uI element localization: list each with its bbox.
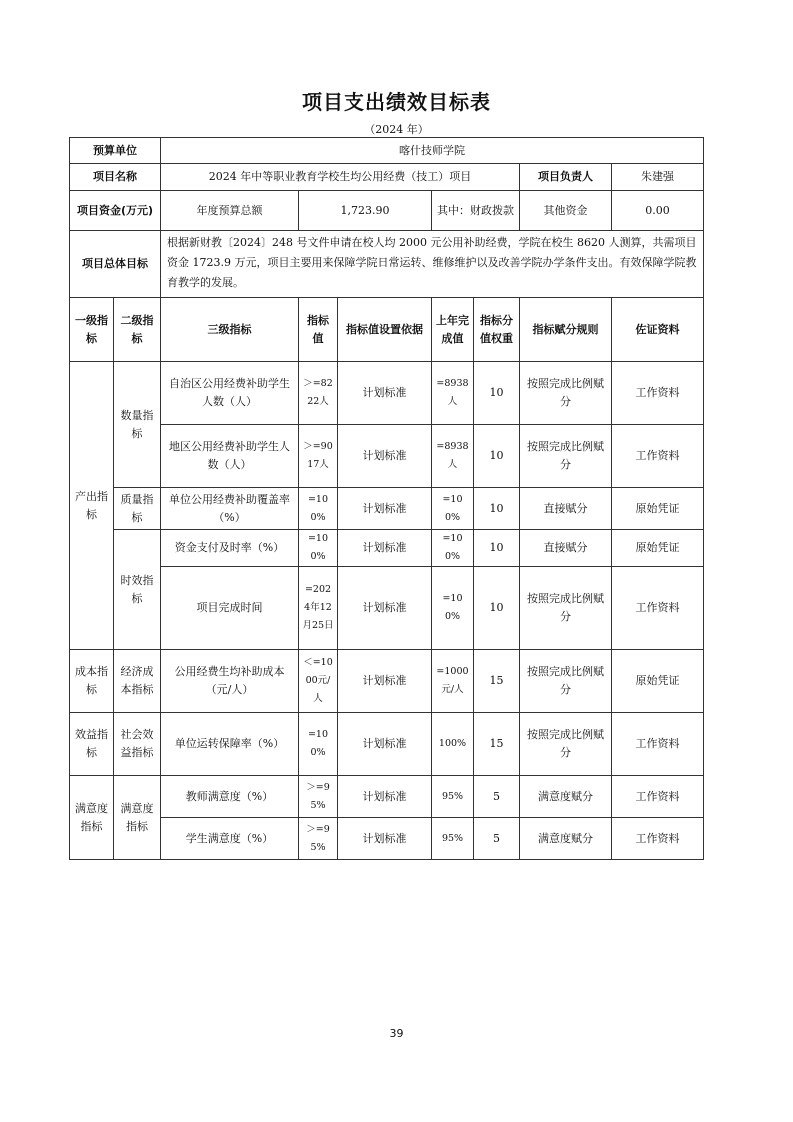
header-value: 指标值 [299,298,338,362]
subgroup-satisfaction: 满意度指标 [114,776,161,860]
indicator-name: 地区公用经费补助学生人数（人） [161,425,299,488]
indicator-weight: 10 [474,362,520,425]
project-name-row [70,164,704,191]
indicator-prev: 95% [432,818,474,860]
indicator-basis: 计划标准 [338,567,432,650]
indicator-weight: 15 [474,650,520,713]
indicator-prev: =8938人 [432,425,474,488]
subgroup-economic-cost: 经济成本指标 [114,650,161,713]
budget-unit-row [70,138,704,164]
table-row [70,488,704,530]
header-prev: 上年完成值 [432,298,474,362]
table-row [70,530,704,567]
budget-unit-value: 喀什技师学院 [161,138,704,164]
indicator-weight: 5 [474,776,520,818]
indicator-evidence: 原始凭证 [612,530,704,567]
indicator-value: ＜=1000元/人 [299,650,338,713]
indicator-basis: 计划标准 [338,818,432,860]
table-row [70,818,704,860]
header-basis: 指标值设置依据 [338,298,432,362]
indicator-prev: =100% [432,530,474,567]
project-name-value: 2024 年中等职业教育学校生均公用经费（技工）项目 [161,164,520,191]
indicator-rule: 直接赋分 [520,488,612,530]
indicator-prev: =1000元/人 [432,650,474,713]
annual-budget-value: 1,723.90 [299,191,432,231]
indicator-name: 自治区公用经费补助学生人数（人） [161,362,299,425]
goal-label: 项目总体目标 [70,231,161,298]
subgroup-social-benefit: 社会效益指标 [114,713,161,776]
table-row [70,362,704,425]
indicator-weight: 10 [474,425,520,488]
indicator-prev: =100% [432,488,474,530]
header-level1: 一级指标 [70,298,114,362]
indicator-name: 项目完成时间 [161,567,299,650]
leader-value: 朱建强 [612,164,704,191]
goal-text: 根据新财教〔2024〕248 号文件申请在校人均 2000 元公用补助经费，学院在校生 8620 人测算，共需项目资金 1723.9 万元，项目主要用来保障学院日常运转、维修维护以及改善学院办学条件支出。有效保障学院教育教学的发展。 [161,231,704,298]
indicator-evidence: 原始凭证 [612,488,704,530]
indicator-basis: 计划标准 [338,776,432,818]
other-funds-value: 0.00 [612,191,704,231]
subgroup-quality: 质量指标 [114,488,161,530]
indicator-evidence: 原始凭证 [612,650,704,713]
indicator-weight: 15 [474,713,520,776]
indicator-evidence: 工作资料 [612,567,704,650]
indicator-name: 单位运转保障率（%） [161,713,299,776]
indicator-rule: 按照完成比例赋分 [520,425,612,488]
indicator-value: ＞=95% [299,776,338,818]
budget-unit-label: 预算单位 [70,138,161,164]
indicator-evidence: 工作资料 [612,362,704,425]
table-row [70,425,704,488]
indicator-name: 公用经费生均补助成本（元/人） [161,650,299,713]
indicator-value: =100% [299,713,338,776]
header-level3: 三级指标 [161,298,299,362]
indicator-evidence: 工作资料 [612,713,704,776]
indicator-rule: 直接赋分 [520,530,612,567]
indicator-prev: 95% [432,776,474,818]
indicator-weight: 5 [474,818,520,860]
indicator-rule: 满意度赋分 [520,776,612,818]
table-row [70,713,704,776]
indicator-basis: 计划标准 [338,713,432,776]
indicator-prev: 100% [432,713,474,776]
header-evidence: 佐证资料 [612,298,704,362]
subgroup-quantity: 数量指标 [114,362,161,488]
header-row [70,298,704,362]
performance-table [69,137,704,860]
indicator-name: 教师满意度（%） [161,776,299,818]
other-funds-label: 其他资金 [520,191,612,231]
header-rule: 指标赋分规则 [520,298,612,362]
indicator-weight: 10 [474,567,520,650]
indicator-rule: 按照完成比例赋分 [520,362,612,425]
goal-row [70,231,704,298]
indicator-basis: 计划标准 [338,530,432,567]
group-satisfaction: 满意度指标 [70,776,114,860]
document-year: （2024 年） [364,123,429,136]
indicator-rule: 按照完成比例赋分 [520,567,612,650]
indicator-basis: 计划标准 [338,362,432,425]
indicator-name: 资金支付及时率（%） [161,530,299,567]
indicator-basis: 计划标准 [338,650,432,713]
indicator-basis: 计划标准 [338,488,432,530]
indicator-prev: =8938人 [432,362,474,425]
indicator-value: ＞=8222人 [299,362,338,425]
indicator-evidence: 工作资料 [612,776,704,818]
group-benefit: 效益指标 [70,713,114,776]
table-row [70,776,704,818]
page-number: 39 [389,1027,404,1040]
indicator-value: ＞=9017人 [299,425,338,488]
group-output: 产出指标 [70,362,114,650]
project-name-label: 项目名称 [70,164,161,191]
header-level2: 二级指标 [114,298,161,362]
table-row [70,650,704,713]
indicator-value: =100% [299,488,338,530]
subgroup-timeliness: 时效指标 [114,530,161,650]
indicator-basis: 计划标准 [338,425,432,488]
indicator-rule: 按照完成比例赋分 [520,650,612,713]
indicator-name: 学生满意度（%） [161,818,299,860]
indicator-evidence: 工作资料 [612,425,704,488]
funds-label: 项目资金(万元) [70,191,161,231]
indicator-evidence: 工作资料 [612,818,704,860]
indicator-value: =2024年12月25日 [299,567,338,650]
document-title: 项目支出绩效目标表 [302,90,491,114]
group-cost: 成本指标 [70,650,114,713]
funds-row [70,191,704,231]
indicator-rule: 按照完成比例赋分 [520,713,612,776]
indicator-value: ＞=95% [299,818,338,860]
indicator-weight: 10 [474,530,520,567]
indicator-prev: =100% [432,567,474,650]
annual-budget-label: 年度预算总额 [161,191,299,231]
leader-label: 项目负责人 [520,164,612,191]
indicator-value: =100% [299,530,338,567]
indicator-weight: 10 [474,488,520,530]
indicator-rule: 满意度赋分 [520,818,612,860]
fiscal-label: 其中：财政拨款 [432,191,520,231]
indicator-name: 单位公用经费补助覆盖率（%） [161,488,299,530]
header-weight: 指标分值权重 [474,298,520,362]
table-row [70,567,704,650]
